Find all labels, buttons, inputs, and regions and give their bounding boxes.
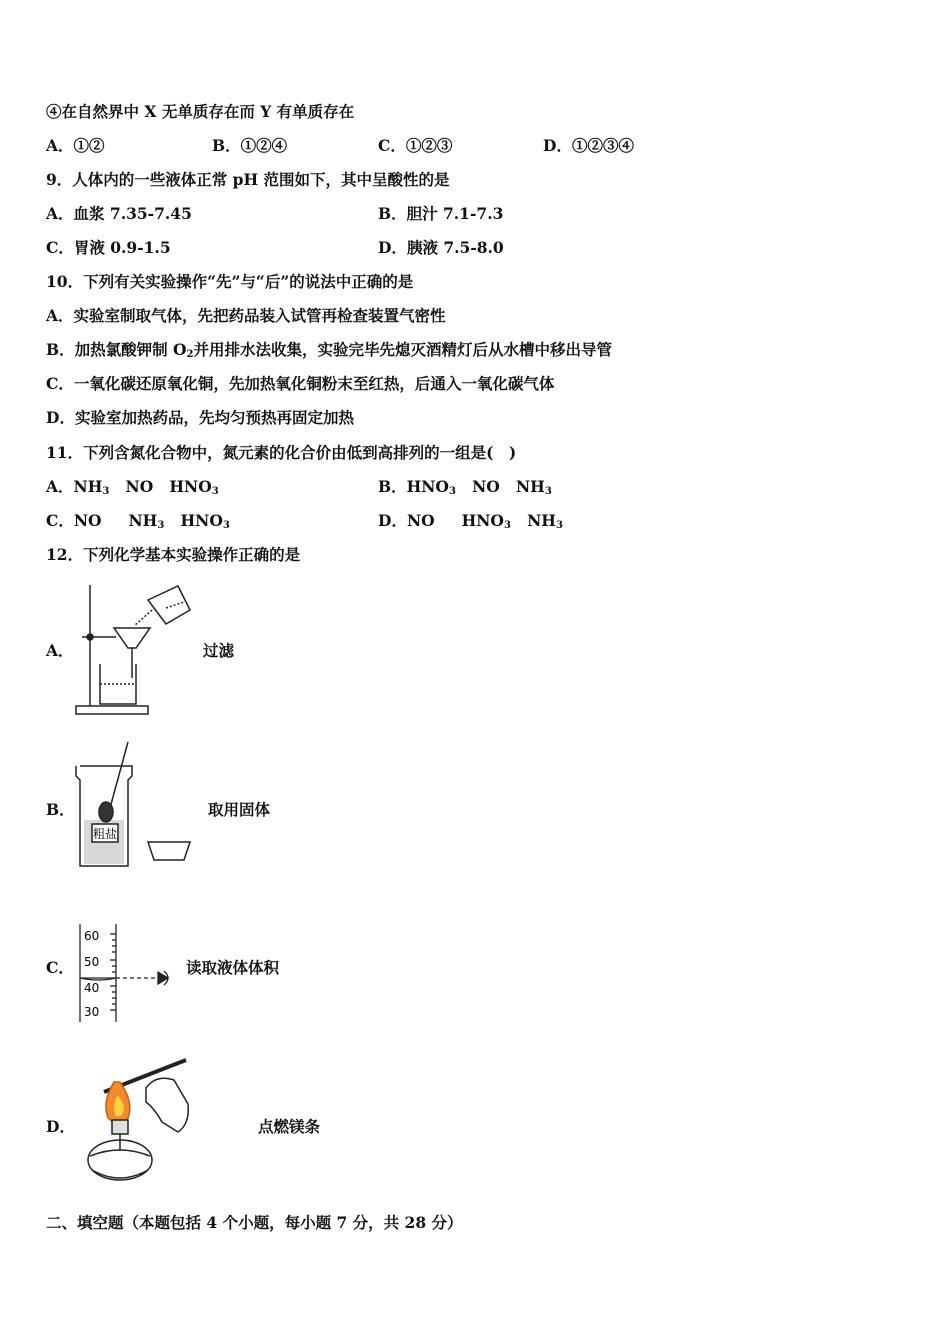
filtration-illustration [70, 580, 200, 720]
solid-sampling-illustration [74, 738, 200, 872]
q11-option-c[interactable]: C．NO $NH_3$ $HNO_3$ [46, 511, 230, 531]
magnesium-ignition-illustration [78, 1052, 198, 1186]
q11-stem: 11．下列含氮化合物中，氮元素的化合价由低到高排列的一组是( ) [46, 443, 517, 462]
q9-option-a[interactable]: A．血浆 7.35-7.45 [46, 204, 192, 223]
q10-stem: 10．下列有关实验操作“先”与“后”的说法中正确的是 [46, 272, 414, 291]
q9-option-c[interactable]: C．胃液 0.9-1.5 [46, 238, 171, 257]
q11-option-a[interactable]: A．$NH_3$ NO $HNO_3$ [46, 477, 219, 497]
q8-statement-4: ④在自然界中 X 无单质存在而 Y 有单质存在 [46, 102, 355, 121]
q12-option-a-letter[interactable]: A． [46, 641, 74, 660]
tick-label-40: 40 [84, 981, 100, 995]
q8-option-b[interactable]: B．①②④ [212, 136, 288, 155]
graduated-cylinder-illustration [76, 922, 180, 1024]
q10-option-a[interactable]: A．实验室制取气体，先把药品装入试管再检查装置气密性 [46, 306, 446, 325]
q10-option-c[interactable]: C．一氧化碳还原氧化铜，先加热氧化铜粉末至红热，后通入一氧化碳气体 [46, 374, 555, 393]
tick-label-50: 50 [84, 955, 100, 969]
q12-option-c-letter[interactable]: C． [46, 958, 74, 977]
tick-label-60: 60 [84, 929, 100, 943]
tick-label-30: 30 [84, 1005, 100, 1019]
q12-stem: 12．下列化学基本实验操作正确的是 [46, 545, 301, 564]
q12-option-b-label: 取用固体 [208, 800, 271, 819]
q11-option-d[interactable]: D．NO $HNO_3$ $NH_3$ [378, 511, 563, 531]
q11-option-b[interactable]: B．$HNO_3$ NO $NH_3$ [378, 477, 552, 497]
q9-option-d[interactable]: D．胰液 7.5-8.0 [378, 238, 504, 257]
q8-option-c[interactable]: C．①②③ [378, 136, 453, 155]
q10-option-d[interactable]: D．实验室加热药品，先均匀预热再固定加热 [46, 408, 354, 427]
q12-option-b-letter[interactable]: B． [46, 800, 75, 819]
q12-option-d-letter[interactable]: D． [46, 1117, 75, 1136]
q8-option-a[interactable]: A．①② [46, 136, 105, 155]
q12-option-d-label: 点燃镁条 [258, 1117, 321, 1136]
q9-stem: 9．人体内的一些液体正常 pH 范围如下，其中呈酸性的是 [46, 170, 450, 189]
q9-option-b[interactable]: B．胆汁 7.1-7.3 [378, 204, 504, 223]
section-heading: 二、填空题（本题包括 4 个小题，每小题 7 分，共 28 分） [46, 1213, 463, 1232]
jar-label-text: 粗盐 [92, 827, 118, 841]
q10-option-b[interactable]: B．加热氯酸钾制 $O_2$并用排水法收集，实验完毕先熄灭酒精灯后从水槽中移出导管 [46, 340, 612, 360]
q12-option-a-label: 过滤 [203, 641, 235, 660]
q8-option-d[interactable]: D．①②③④ [543, 136, 634, 155]
q12-option-c-label: 读取液体体积 [186, 958, 280, 977]
